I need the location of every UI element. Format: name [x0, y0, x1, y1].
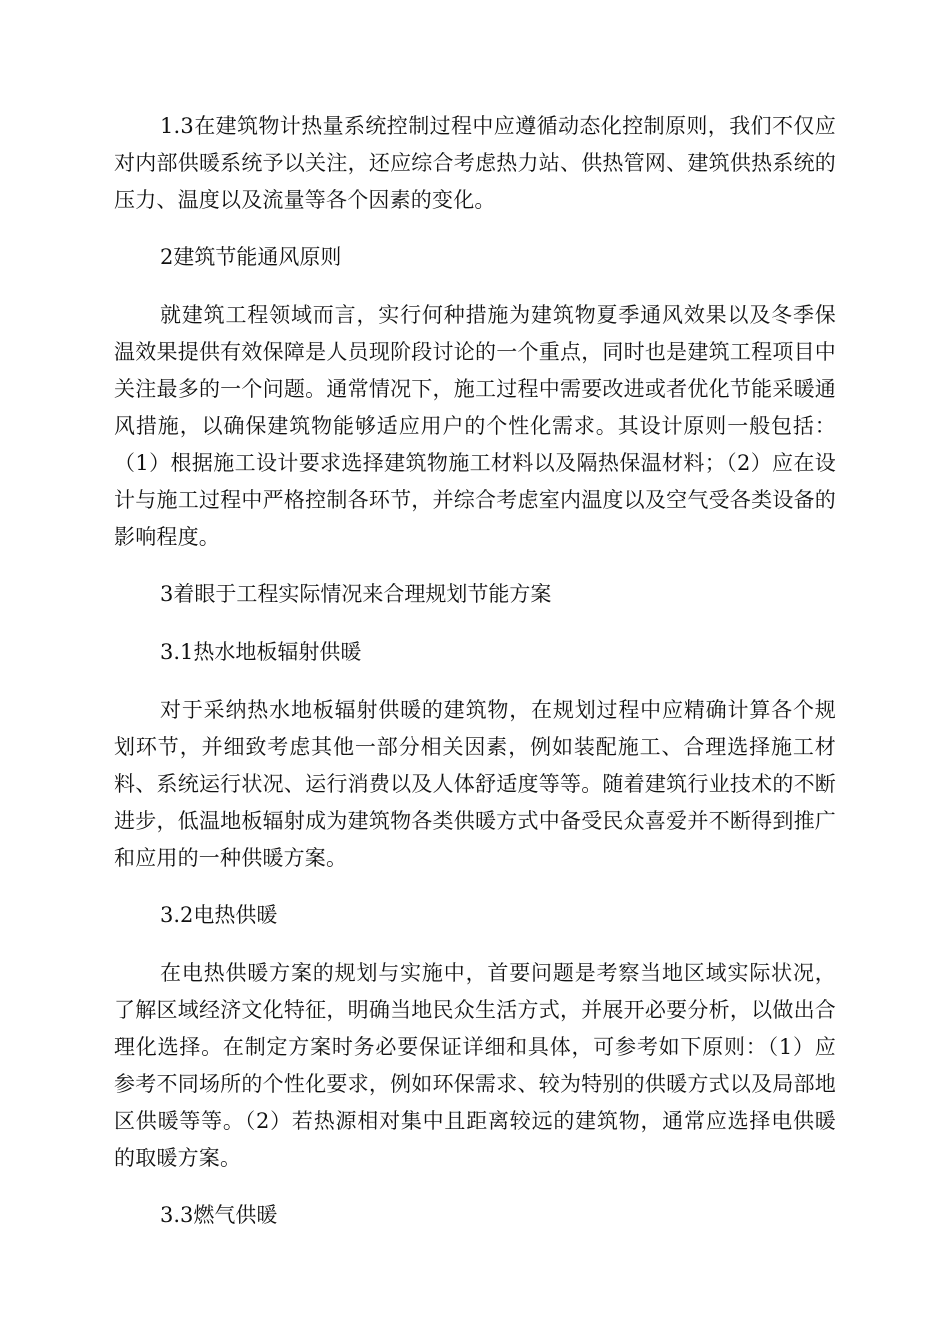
heading-3-energy-plan: 3着眼于工程实际情况来合理规划节能方案: [160, 582, 552, 606]
heading-3-3-gas-heating: 3.3燃气供暖: [160, 1203, 278, 1227]
paragraph-floor-heating: 对于采纳热水地板辐射供暖的建筑物，在规划过程中应精确计算各个规划环节，并细致考虑其他一部分相关因素，例如装配施工、合理选择施工材料、系统运行状况、运行消费以及人体舒适度等等。随着建筑行业技术的不断进步，低温地板辐射成为建筑物各类供暖方式中备受民众喜爱并不断得到推广和应用的一种供暖方案。: [114, 698, 836, 870]
heading-3-2-electric-heating: 3.2电热供暖: [160, 903, 278, 927]
heading-3-1-floor-heating: 3.1热水地板辐射供暖: [160, 640, 362, 664]
heading-2-ventilation-principles: 2建筑节能通风原则: [160, 245, 342, 269]
paragraph-ventilation-principles: 就建筑工程领域而言，实行何种措施为建筑物夏季通风效果以及冬季保温效果提供有效保障是人员现阶段讨论的一个重点，同时也是建筑工程项目中关注最多的一个问题。通常情况下，施工过程中需要改进或者优化节能采暖通风措施，以确保建筑物能够适应用户的个性化需求。其设计原则一般包括：（1）根据施工设计要求选择建筑物施工材料以及隔热保温材料；（2）应在设计与施工过程中严格控制各环节，并综合考虑室内温度以及空气受各类设备的影响程度。: [114, 303, 836, 549]
paragraph-electric-heating: 在电热供暖方案的规划与实施中，首要问题是考察当地区域实际状况，了解区域经济文化特征，明确当地民众生活方式，并展开必要分析，以做出合理化选择。在制定方案时务必要保证详细和具体，可参考如下原则：（1）应参考不同场所的个性化要求，例如环保需求、较为特别的供暖方式以及局部地区供暖等等。（2）若热源相对集中且距离较远的建筑物，通常应选择电供暖的取暖方案。: [114, 961, 836, 1170]
document-page: [114, 108, 836, 1234]
paragraph-1-3-dynamic-control: 1.3在建筑物计热量系统控制过程中应遵循动态化控制原则，我们不仅应对内部供暖系统予以关注，还应综合考虑热力站、供热管网、建筑供热系统的压力、温度以及流量等各个因素的变化。: [114, 114, 836, 212]
